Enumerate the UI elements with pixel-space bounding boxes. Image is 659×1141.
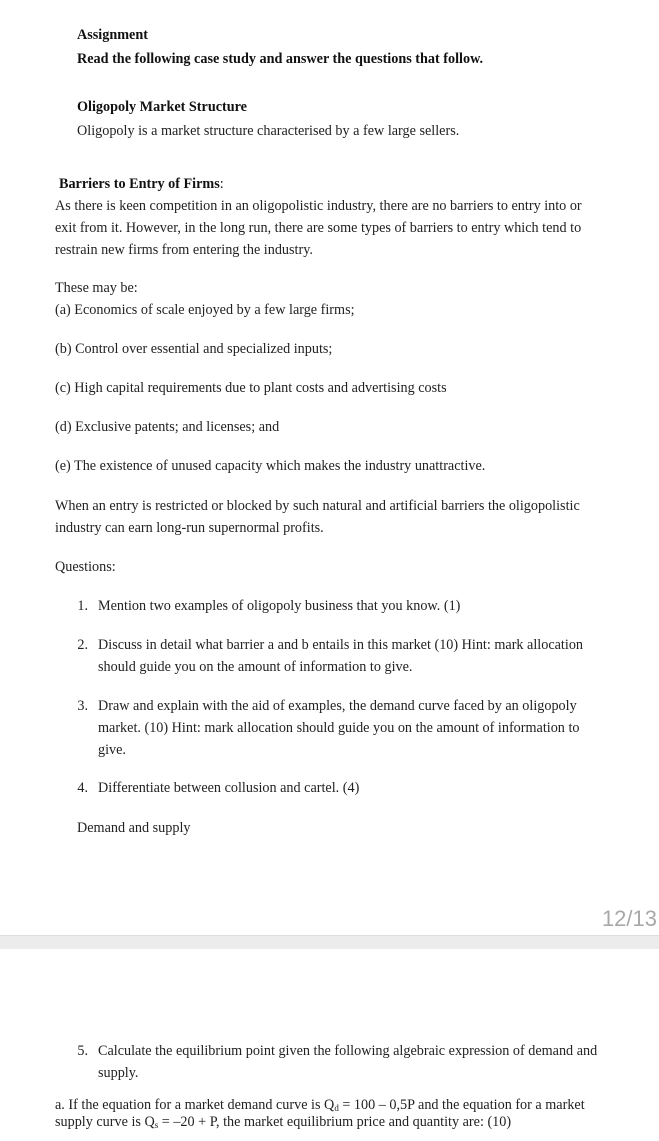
instruction-text: Read the following case study and answer the questions that follow. bbox=[77, 51, 484, 67]
barriers-heading-colon: : bbox=[219, 176, 224, 192]
these-may-be-label: These may be: bbox=[55, 280, 138, 296]
assignment-title: Assignment bbox=[77, 27, 148, 43]
oligopoly-definition: Oligopoly is a market structure characterised by a few large sellers. bbox=[77, 123, 460, 139]
section-title: Oligopoly Market Structure bbox=[77, 99, 247, 115]
document-page-13 bbox=[0, 949, 659, 1141]
question-text: Draw and explain with the aid of examples, the demand curve faced by an oligopoly market. (10) Hint: mark allocation should guide you on the amount of information to give. bbox=[98, 698, 580, 758]
question-number: 1. bbox=[77, 598, 88, 614]
question-number: 5. bbox=[77, 1043, 88, 1059]
entry-paragraph: When an entry is restricted or blocked by such natural and artificial barriers the oligopolistic industry can earn long-run supernormal profits. bbox=[55, 498, 580, 536]
questions-label: Questions: bbox=[55, 559, 116, 575]
q5a-suffix: = –20 + P, the market equilibrium price and quantity are: (10) bbox=[158, 1114, 512, 1130]
barrier-item-d: (d) Exclusive patents; and licenses; and bbox=[55, 419, 280, 435]
question-5a-text bbox=[55, 1097, 615, 1131]
question-text: Calculate the equilibrium point given the following algebraic expression of demand and supply. bbox=[98, 1043, 598, 1081]
demand-supply-heading: Demand and supply bbox=[77, 820, 191, 836]
q5a-middle: = 100 – 0,5P and the equation for a market supply curve is Q bbox=[55, 1097, 585, 1130]
barrier-item-c: (c) High capital requirements due to plant costs and advertising costs bbox=[55, 380, 447, 396]
question-text: Differentiate between collusion and cartel. (4) bbox=[98, 780, 360, 796]
supply-subscript: s bbox=[154, 1120, 159, 1130]
page-separator bbox=[0, 935, 659, 950]
demand-subscript: d bbox=[334, 1103, 339, 1113]
page-indicator: 12/13 bbox=[601, 906, 657, 931]
q5a-prefix: a. If the equation for a market demand curve is Q bbox=[55, 1097, 335, 1113]
question-text: Mention two examples of oligopoly business that you know. (1) bbox=[98, 598, 461, 614]
barrier-item-a: (a) Economics of scale enjoyed by a few large firms; bbox=[55, 302, 355, 318]
question-number: 3. bbox=[77, 698, 88, 714]
barriers-heading bbox=[59, 173, 224, 195]
barrier-item-e: (e) The existence of unused capacity which makes the industry unattractive. bbox=[55, 458, 486, 474]
question-number: 2. bbox=[77, 637, 88, 653]
barriers-paragraph: As there is keen competition in an oligopolistic industry, there are no barriers to entry into or exit from it. However, in the long run, there are some types of barriers to entry which tend to restrain new firms from entering the industry. bbox=[55, 198, 582, 258]
barrier-item-b: (b) Control over essential and specialized inputs; bbox=[55, 341, 333, 357]
question-number: 4. bbox=[77, 780, 88, 796]
question-text: Discuss in detail what barrier a and b entails in this market (10) Hint: mark allocation should guide you on the amount of information to give. bbox=[98, 637, 584, 675]
barriers-heading-text: Barriers to Entry of Firms bbox=[59, 176, 220, 192]
